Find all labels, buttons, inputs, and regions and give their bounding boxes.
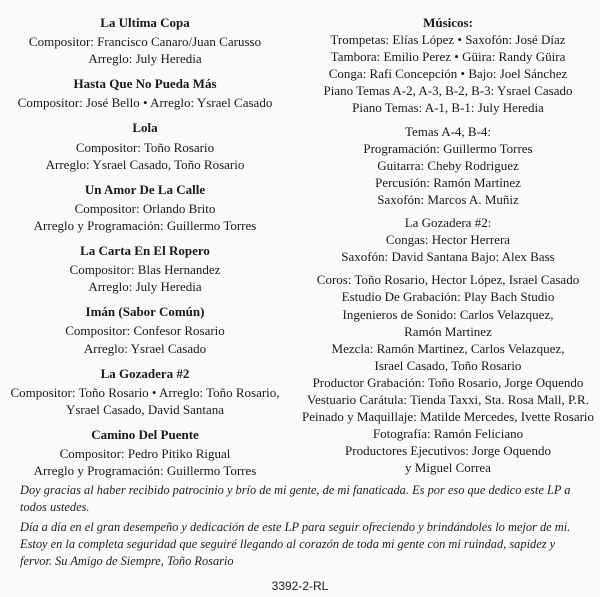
credit-line: Arreglo: Ysrael Casado	[83, 340, 207, 356]
song-title: Hasta Que No Pueda Más	[73, 76, 217, 92]
credit-line: Trompetas: Elías López • Saxofón: José Díaz	[330, 32, 566, 48]
song-title: Camino Del Puente	[91, 426, 199, 442]
credit-line: Coros: Toño Rosario, Hector López, Israel Casado	[316, 272, 580, 288]
production-credits	[296, 271, 600, 476]
song-credit	[0, 242, 290, 295]
credit-line: Ramón Martinez	[404, 323, 492, 339]
credit-line: Guitarra: Cheby Rodriguez	[377, 157, 519, 173]
credit-line: Compositor: Francisco Canaro/Juan Carusso	[28, 34, 262, 50]
credit-line: Piano Temas: A-1, B-1: July Heredia	[352, 100, 544, 116]
credit-line: Estudio De Grabación: Play Bach Studio	[341, 289, 555, 305]
dedication-paragraph: Doy gracias al haber recibido patrocinio y brío de mi gente, de mi fanaticada. Es por eso que dedico este LP a todos ustedes.	[20, 483, 571, 514]
credit-line: Saxofón: David Santana Bajo: Alex Bass	[341, 249, 555, 265]
song-title: Un Amor De La Calle	[84, 181, 206, 197]
credit-line: Arreglo: July Heredia	[88, 51, 202, 67]
credit-line: Arreglo: Ysrael Casado, Toño Rosario	[45, 156, 245, 172]
credit-line: Programación: Guillermo Torres	[363, 140, 533, 156]
credit-line: Percusión: Ramón Martínez	[375, 174, 521, 190]
catalog-number: 3392-2-RL	[271, 579, 329, 593]
credit-line: Saxofón: Marcos A. Muñiz	[377, 191, 519, 207]
credit-line: Compositor: José Bello • Arreglo: Ysrael Casado	[17, 95, 273, 111]
song-credit	[0, 119, 290, 172]
song-credit	[0, 75, 290, 111]
musicians-block	[296, 31, 600, 116]
credit-line: Productores Ejecutivos: Jorge Oquendo	[345, 443, 551, 459]
credit-line: Compositor: Orlando Brito	[74, 200, 216, 216]
credit-line: Ysrael Casado, David Santana	[65, 401, 225, 417]
song-credits	[0, 14, 290, 487]
song-credit	[0, 426, 290, 479]
credit-line: Mezcla: Ramón Martinez, Carlos Velazquez,	[331, 340, 565, 356]
song-credit	[0, 181, 290, 234]
credit-line: Compositor: Toño Rosario	[75, 139, 215, 155]
credit-line: Conga: Rafi Concepción • Bajo: Joel Sánchez	[328, 66, 568, 82]
credit-line: La Gozadera #2:	[404, 215, 492, 231]
dedication-paragraph: Día a día en el gran desempeño y dedicación de este LP para seguir ofreciendo y brindándoles lo mejor de mi. Estoy en la completa seguridad que seguiré llegando al corazón de toda mi gente con mi ruindad, sapidez y fervor. Su Amigo de Siempre, Toño Rosario	[20, 520, 571, 568]
credit-line: Israel Casado, Toño Rosario	[374, 357, 522, 373]
credit-line: Compositor: Blas Hernandez	[69, 262, 221, 278]
credit-line: Fotografía: Ramón Feliciano	[372, 426, 524, 442]
credit-line: Vestuario Carátula: Tienda Taxxi, Sta. Rosa Mall, P.R.	[307, 391, 589, 407]
credit-line: Congas: Hector Herrera	[385, 232, 511, 248]
credit-line: Ingenieros de Sonido: Carlos Velazquez,	[342, 306, 554, 322]
song-title: La Ultima Copa	[100, 15, 190, 30]
credit-line: Tambora: Emilio Perez • Güira: Randy Güira	[330, 49, 566, 65]
song-title: Lola	[132, 120, 158, 136]
credit-line: Compositor: Pedro Pitiko Rigual	[59, 445, 231, 461]
credit-line: Piano Temas A-2, A-3, B-2, B-3: Ysrael Casado	[323, 83, 573, 99]
credit-line: y Miguel Correa	[405, 460, 491, 476]
dedication-note	[20, 482, 586, 573]
musicians-block	[296, 123, 600, 208]
credit-line: Productor Grabación: Toño Rosario, Jorge Oquendo	[312, 374, 584, 390]
credit-line: Arreglo y Programación: Guillermo Torres	[33, 463, 257, 479]
credit-line: Arreglo y Programación: Guillermo Torres	[33, 217, 257, 233]
song-credit	[0, 365, 290, 418]
song-title: La Carta En El Ropero	[80, 243, 210, 259]
credit-line: Compositor: Toño Rosario • Arreglo: Toño Rosario,	[10, 384, 280, 400]
song-credit	[0, 303, 290, 356]
musicians-heading: Músicos:	[423, 15, 473, 30]
musicians-block	[296, 214, 600, 265]
credit-line: Peinado y Maquillaje: Matilde Mercedes, Ivette Rosario	[301, 409, 595, 425]
credit-line: Temas A-4, B-4:	[404, 123, 492, 139]
song-title: Imán (Sabor Común)	[85, 304, 205, 320]
credit-line: Arreglo: July Heredia	[88, 279, 202, 295]
song-credit	[0, 14, 290, 67]
musician-credits	[296, 14, 600, 482]
song-title: La Gozadera #2	[100, 365, 190, 381]
credit-line: Compositor: Confesor Rosario	[65, 323, 225, 339]
